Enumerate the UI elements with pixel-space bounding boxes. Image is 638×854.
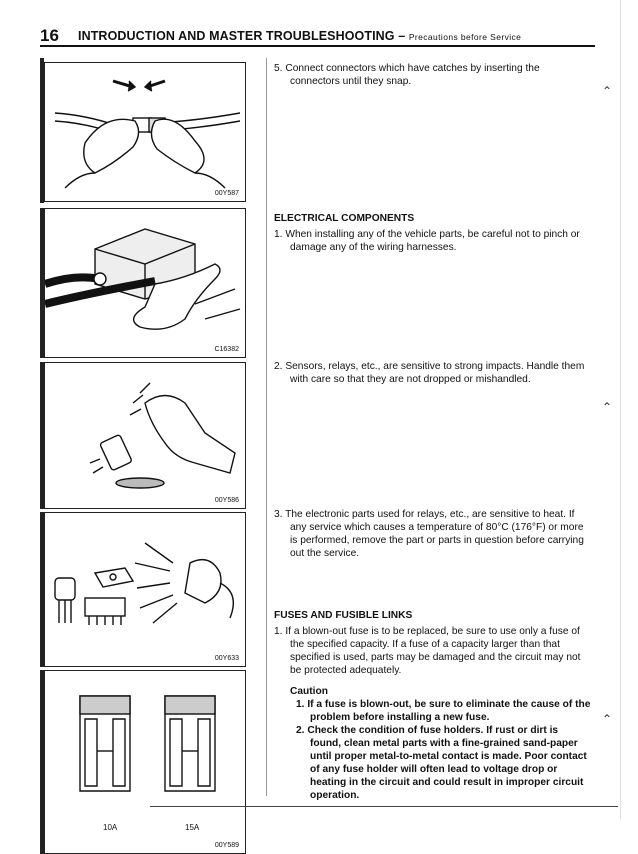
item-text: Connect connectors which have catches by inserting the connectors until they snap.	[285, 63, 540, 87]
electrical-section	[274, 212, 592, 254]
figure-code: 00Y587	[214, 190, 239, 197]
connector-hands-icon	[45, 63, 245, 201]
caution-item: 1. If a fuse is blown-out, be sure to eliminate the cause of the problem before installing a new fuse.	[296, 699, 591, 723]
item-number: 2.	[274, 361, 283, 372]
footer-rule	[150, 806, 618, 807]
item-5	[274, 62, 592, 88]
dropping-part-icon	[45, 363, 245, 508]
figure-code: C16382	[214, 346, 239, 353]
figure-harness	[44, 208, 246, 358]
header-rule	[40, 45, 595, 47]
figure-fuses	[44, 670, 246, 854]
title-dash: –	[398, 29, 406, 43]
right-edge-line	[620, 0, 621, 819]
figure-drop	[44, 362, 246, 509]
figure-code: 00Y589	[214, 842, 239, 849]
figure-code: 00Y633	[214, 655, 239, 662]
item-number: 1.	[274, 229, 283, 240]
margin-mark: ⌃	[602, 400, 613, 414]
item-number: 3.	[274, 509, 283, 520]
margin-mark: ⌃	[602, 712, 613, 726]
page-header	[40, 26, 595, 46]
margin-mark: ⌃	[602, 84, 613, 98]
section-heading: ELECTRICAL COMPONENTS	[274, 213, 415, 224]
fuses-section	[274, 609, 592, 802]
item-text: When installing any of the vehicle parts, be careful not to pinch or damage any of the wiring harnesses.	[285, 229, 580, 253]
page-subtitle: Precautions before Service	[408, 32, 522, 42]
section-heading: FUSES AND FUSIBLE LINKS	[274, 610, 413, 621]
fuse-label-10a: 10A	[103, 823, 118, 832]
item-e2	[274, 360, 592, 386]
figure-heat	[44, 512, 246, 667]
figure-connector	[44, 62, 246, 202]
title-text: INTRODUCTION AND MASTER TROUBLESHOOTING	[78, 29, 395, 43]
item-e3	[274, 508, 592, 560]
page-title	[78, 29, 521, 43]
item-text: The electronic parts used for relays, etc., are sensitive to heat. If any service which causes a temperature of 80°C (176°F) or more is performed, remove the part or parts in question before carrying out the service.	[285, 509, 584, 559]
wiring-harness-icon	[45, 209, 245, 357]
caution-label: Caution	[290, 686, 328, 697]
item-number: 5.	[274, 63, 283, 74]
figure-code: 00Y586	[214, 497, 239, 504]
figure-column	[40, 58, 250, 849]
fuse-label-15a: 15A	[185, 823, 200, 832]
caution-item: 2. Check the condition of fuse holders. If rust or dirt is found, clean metal parts with a fine-grained sand-paper until proper metal-to-metal contact is made. Poor contact of any fuse holder will often lead to voltage drop or heating in the circuit and could result in improper circuit operation.	[296, 725, 587, 801]
heat-electronic-parts-icon	[45, 513, 245, 666]
item-text: Sensors, relays, etc., are sensitive to strong impacts. Handle them with care so that they are not dropped or mishandled.	[285, 361, 585, 385]
fuse-icon	[45, 671, 245, 853]
item-text: If a blown-out fuse is to be replaced, be sure to use only a fuse of the specified capacity. If a fuse of a capacity larger than that specified is used, parts may be damaged and the circuit may not be protected adequately.	[285, 626, 581, 676]
column-divider	[266, 58, 267, 796]
item-number: 1.	[274, 626, 283, 637]
page-number: 16	[40, 26, 59, 45]
